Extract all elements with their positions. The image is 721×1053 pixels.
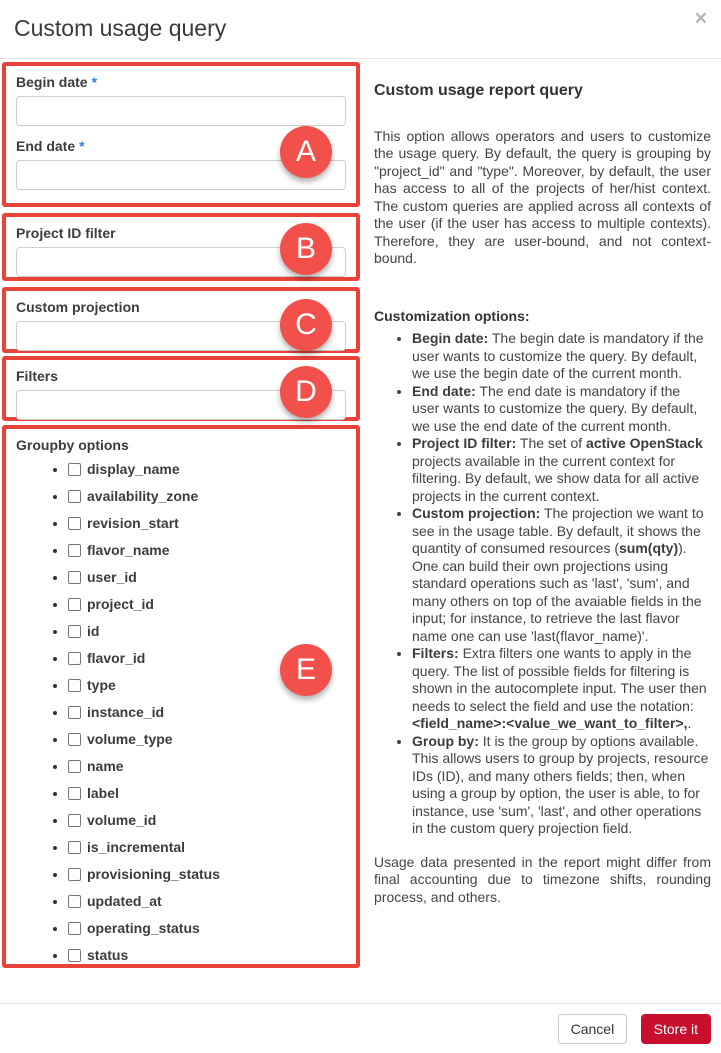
- groupby-option-label: name: [87, 758, 124, 774]
- groupby-option-label: is_incremental: [87, 839, 186, 855]
- modal-title: Custom usage query: [14, 15, 227, 41]
- help-bullet-item: • End date: The end date is mandatory if the user wants to customize the query. By default, we use the end date of the current month.: [412, 383, 711, 436]
- help-intro: This option allows operators and users to customize the usage query. By default, the query is grouping by "project_id" and "type". Moreover, by default, the user has access to all of the projects of her/hist context. The custom queries are applied across all contexts of the user (if the user has access to multiple contexts). Therefore, they are user-bound, and not context-bound.: [374, 127, 711, 266]
- groupby-option-label: user_id: [87, 569, 137, 585]
- groupby-option-row: [68, 488, 346, 515]
- groupby-option-label: volume_type: [87, 731, 173, 747]
- groupby-option-row: [68, 542, 346, 569]
- required-asterisk: *: [91, 74, 98, 90]
- groupby-option-label: revision_start: [87, 515, 179, 531]
- annotation-badge-a: A: [280, 126, 332, 178]
- groupby-option-row: [68, 515, 346, 542]
- groupby-checkbox-id[interactable]: [68, 625, 81, 638]
- groupby-option-row: [68, 893, 346, 920]
- groupby-option-label: operating_status: [87, 920, 200, 936]
- groupby-option-label: updated_at: [87, 893, 162, 909]
- groupby-option-label: provisioning_status: [87, 866, 221, 882]
- groupby-option-label: status: [87, 947, 129, 963]
- groupby-option-row: [68, 920, 346, 947]
- groupby-option-label: flavor_id: [87, 650, 146, 666]
- begin-date-input[interactable]: [16, 96, 346, 126]
- groupby-checkbox-name[interactable]: [68, 760, 81, 773]
- filters-label: Filters: [16, 368, 59, 384]
- groupby-option-label: label: [87, 785, 119, 801]
- help-bullet-item: • Group by: It is the group by options available. This allows users to group by projects, resource IDs (ID), and many others fields; then, when using a group by option, the user is able, to for instance, use 'sum', 'last', and other operations in the custom query projection field.: [412, 733, 711, 838]
- end-date-label-text: End date: [16, 138, 76, 154]
- groupby-checkbox-status[interactable]: [68, 949, 81, 962]
- custom-projection-label: Custom projection: [16, 299, 140, 315]
- groupby-option-row: [68, 704, 346, 731]
- groupby-checkbox-is_incremental[interactable]: [68, 841, 81, 854]
- required-asterisk: *: [79, 138, 85, 154]
- annotation-badge-c: C: [280, 299, 332, 351]
- groupby-checkbox-display_name[interactable]: [68, 463, 81, 476]
- annotation-region-project-id-filter: [2, 213, 360, 281]
- groupby-checkbox-revision_start[interactable]: [68, 517, 81, 530]
- groupby-checkbox-project_id[interactable]: [68, 598, 81, 611]
- groupby-checkbox-type[interactable]: [68, 679, 81, 692]
- groupby-options-label: Groupby options: [16, 437, 129, 453]
- groupby-option-label: flavor_name: [87, 542, 170, 558]
- groupby-option-row: [68, 866, 346, 893]
- groupby-checkbox-volume_id[interactable]: [68, 814, 81, 827]
- groupby-checkbox-provisioning_status[interactable]: [68, 868, 81, 881]
- groupby-option-row: [68, 461, 346, 488]
- help-bullet-item: • Custom projection: The projection we want to see in the usage table. By default, it shows the quantity of consumed resources (sum(qty)). One can build their own projections using standard operations such as 'last', 'sum', and many others on top of the avaiable fields in the input; for instance, to retrieve the last flavor name one can use 'last(flavor_name)'.: [412, 505, 711, 645]
- annotation-region-filters: [2, 356, 360, 421]
- annotation-badge-d: D: [280, 366, 332, 418]
- groupby-checkbox-label[interactable]: [68, 787, 81, 800]
- help-panel: [374, 82, 711, 906]
- cancel-button[interactable]: Cancel: [558, 1014, 628, 1044]
- help-bullet-item: • Filters: Extra filters one wants to apply in the query. The list of possible fields for filtering is shown in the autocomplete input. The user then needs to select the field and use the notation: <field_name>:<value_we_want_to_filter>,.: [412, 645, 711, 733]
- groupby-checkbox-operating_status[interactable]: [68, 922, 81, 935]
- groupby-checkbox-flavor_name[interactable]: [68, 544, 81, 557]
- annotation-region-custom-projection: [2, 287, 360, 353]
- groupby-option-label: project_id: [87, 596, 154, 612]
- help-heading: Custom usage report query: [374, 82, 583, 99]
- groupby-checkbox-updated_at[interactable]: [68, 895, 81, 908]
- annotation-badge-b: B: [280, 223, 332, 275]
- close-icon[interactable]: ×: [694, 7, 707, 30]
- annotation-region-groupby: [2, 425, 360, 968]
- annotation-region-dates: [2, 62, 360, 207]
- groupby-option-label: instance_id: [87, 704, 165, 720]
- groupby-option-row: [68, 731, 346, 758]
- groupby-option-label: volume_id: [87, 812, 157, 828]
- begin-date-field: [16, 74, 346, 126]
- groupby-option-row: [68, 596, 346, 623]
- help-bullets: [374, 330, 711, 838]
- begin-date-label: [16, 74, 346, 90]
- query-form: [2, 62, 360, 968]
- groupby-checkbox-flavor_id[interactable]: [68, 652, 81, 665]
- groupby-option-label: id: [87, 623, 100, 639]
- groupby-list: [16, 461, 346, 974]
- help-bullet-item: • Begin date: The begin date is mandatory if the user wants to customize the query. By default, we use the begin date of the current month.: [412, 330, 711, 383]
- modal-header: [0, 0, 721, 59]
- groupby-option-row: [68, 947, 346, 974]
- groupby-checkbox-user_id[interactable]: [68, 571, 81, 584]
- groupby-option-label: type: [87, 677, 116, 693]
- annotation-badge-e: E: [280, 644, 332, 696]
- help-footnote: Usage data presented in the report might differ from final accounting due to timezone shifts, rounding process, and others.: [374, 853, 711, 905]
- groupby-option-label: availability_zone: [87, 488, 199, 504]
- project-id-filter-label: Project ID filter: [16, 225, 116, 241]
- groupby-option-row: [68, 839, 346, 866]
- groupby-checkbox-volume_type[interactable]: [68, 733, 81, 746]
- modal-footer: [0, 1003, 721, 1053]
- begin-date-label-text: Begin date: [16, 74, 88, 90]
- groupby-checkbox-instance_id[interactable]: [68, 706, 81, 719]
- help-bullet-item: • Project ID filter: The set of active OpenStack projects available in the current context for filtering. By default, we show data for all active projects in the current context.: [412, 435, 711, 505]
- groupby-option-row: [68, 812, 346, 839]
- groupby-option-label: display_name: [87, 461, 180, 477]
- store-it-button[interactable]: Store it: [641, 1014, 711, 1044]
- groupby-option-row: [68, 758, 346, 785]
- groupby-checkbox-availability_zone[interactable]: [68, 490, 81, 503]
- groupby-option-row: [68, 785, 346, 812]
- customization-options-heading: Customization options:: [374, 307, 530, 324]
- groupby-option-row: [68, 569, 346, 596]
